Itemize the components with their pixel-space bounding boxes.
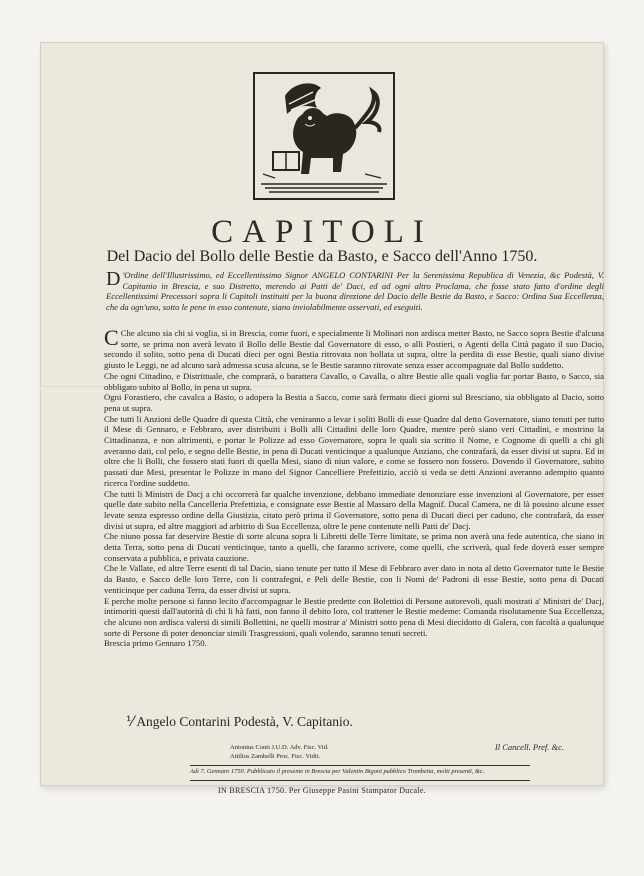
dateline: Brescia primo Gennaro 1750.	[104, 638, 207, 649]
chapter-paragraph-6: Che niuno possa far deservire Bestie di sorte alcuna sopra li Libretti delle Terre limitate, se prima non averà una fede autentica, che siano in detta Terra, sotto pena di Ducati venticinque, tanto a quelli, che faranno scrivere, come quelli, che scriverà, qual fede doverà esser sempre conservata a pubblica, e privata cauzione.	[104, 531, 604, 563]
intro-dropcap: D	[106, 268, 121, 290]
chapter-paragraph-8: E perche molte persone si fanno lecito d'accompagnar le Bestie predette con Bolettioi di Persone autorevoli, quali mostrati a' Ministri de' Dacj, intimoriti questi dall'autorità di chi li hà fatti, non fanno il debito loro, col trattener le Bestie medeme: Comanda risolutamente Sua Eccellenza, che alcuno non ardisca valersi di simili Bollettini, ne quelli mostrar a' Ministri sotto pena di Mesi diecidotto di Galera, con facoltà a qualunque sorte di Persone di poter denonciar simili Trasgressioni, quali volendo, saranno tenuti secreti.	[104, 595, 604, 638]
chapter-paragraph-1	[104, 325, 604, 371]
publication-note: Adì 7. Gennaro 1750. Pubblicato il presente in Brescia per Valentin Bigoni pubblico Trombetta, molti presenti, &c.	[190, 768, 485, 775]
chapter-paragraph-3: Ogni Forastiero, che cavalca a Basto, o adopera la Bestia a Sacco, come sarà fermato dieci giorni sul Bresciano, sia obbligato al Dacio, sotto pena ut supra.	[104, 392, 604, 413]
chapter-paragraph-4: Che tutti li Anzioni delle Quadre di questa Città, che veniranno a levar i soliti Bolli di esse Quadre dal detto Governatore, siano tenuti per tutto il Mese di Gennaro, e Febbraro, aver distribuiti i Bolli alli Cittadini delle loro Quadre, mentre però siano veri Cittadini, e mostrino la Cittadinanza, e non altrimenti, e portar le Polizze ad esso Governatore, sopra le quali sia scritto il Nome, e Cognome di quelli a chi gli averanno dati, col pelo, e segno delle Bestie, in pena di Ducati venticinque a qualunque Anziano, che contrafarà, da esser divisi ut supra. Ed in oltre che li Bolli, che fossero stati fuori di quella Mesi, siano di niun valore, e come se fossero non fossero. Dovendo il Governatore, subito passati due Mesi, presentar le Polizze in mano del Signor Cancelliere Prefettizio, acciò si veda se detti Anzioni averanno adempito quanto ricerca l'ordine suddetto.	[104, 413, 604, 488]
signature-text: Angelo Contarini Podestà, V. Capitanio.	[136, 714, 353, 729]
chapter-text-1: Che alcuno sia chi si voglia, sì in Brescia, come fuori, e specialmente li Molinari non ardisca metter Basto, ne Sacco sopra Bestie d'alcuna sorte, se prima non averà levato il Bollo delle Bestie dal Governatore di esso, o alli Postieri, o Agenti della Città pagato il suo Dacio, secondo il solito, sotto pena di Ducati dieci per ogni Bestia ritrovata non bollata ut supra, oltre la perdita di esse Bestie, quali siano divise giusto le Leggi, ne ad alcuno sarà admessa scusa alcuna, se le Bestie saranno ritrovate senza esser accompagnate dal Bollo suddetto.	[104, 328, 604, 371]
capitoli-body	[104, 325, 604, 649]
divider-bottom	[190, 780, 530, 781]
signature-line	[126, 714, 353, 730]
signatory-1: Antonius Conti J.U.D. Adv. Fisc. Vid.	[230, 744, 329, 751]
winged-lion-icon	[255, 74, 393, 198]
body-dropcap: C	[104, 325, 119, 350]
chapter-paragraph-5: Che tutti li Ministri de Dacj a chi occorrerà far qualche invenzione, debbano immediate denonziare esse invenzioni al Governatore, per esser quelle date subito nella Cancelleria Prefettizia, e consignate esse Bestie al Massaro della Magnif. Ducal Camera, ne di là possino alcune esser levate senza espresso ordine della Giustizia, citato però prima il Governatore, sotto pena di Ducati dieci per caduno, che contrafarà, da esser divisi ut supra, ed altre maggiori ad arbitrio di Sua Eccellenza, oltre le pene contenute nelli Patti de' Dacj.	[104, 488, 604, 531]
intro-paragraph	[106, 270, 604, 312]
intro-text: 'Ordine dell'Illustrissimo, ed Eccellentissimo Signor ANGELO CONTARINI Per la Serenissima Republica di Venezia, &c Podestà, V. Capitanio in Brescia, e suo Distretto, merendo ai Patti de' Daci, ed ad ogni altro Proclama, che fosse stato fatto d'ordine degli Eccellentissimi Precessori sopra li Capitoli instituiti per la buona direzione del Dacio delle Bestie da Basto, e Sacco: Ordina Sua Eccellenza, che da ogn'uno, sotto le pene in esso contenute, siano inviolabilmente osservati, ed eseguiti.	[106, 270, 604, 312]
document-subtitle: Del Dacio del Bollo delle Bestie da Basto, e Sacco dell'Anno 1750.	[106, 248, 538, 265]
signatory-2: Attilius Zambelli Proc. Fisc. Vidit.	[230, 753, 320, 760]
printer-imprint: IN BRESCIA 1750. Per Giuseppe Pasini Stampator Ducale.	[218, 786, 426, 795]
divider-top	[190, 765, 530, 766]
signature-mark: ⅟	[126, 714, 134, 729]
cancelliere-signature: Il Cancell. Pref. &c.	[494, 742, 564, 752]
chapter-paragraph-7: Che le Vallate, ed altre Terre esenti di tal Dacio, siano tenute per tutto il Mese di Febbraro aver dato in nota al detto Governator tutte le Bestie da Basto, e Sacco delle loro Terre, con li contrafegni, e Peli delle Bestie, con li Nomi de' Padroni di esse Bestie, sotto pena di Ducati venticinque per caduna Terra, da esser divisi ut supra.	[104, 563, 604, 595]
printed-proclamation	[40, 42, 604, 795]
document-title: CAPITOLI	[211, 214, 433, 250]
chapter-paragraph-2: Che ogni Cittadino, e Distrittuale, che comprarà, o barattera Cavallo, o Cavalla, o altre Bestie alle quali voglia far portar Basto, o Sacco, sia obbligato subito al Bollo, in pena ut supra.	[104, 370, 604, 392]
lion-of-saint-mark-emblem	[253, 72, 395, 200]
